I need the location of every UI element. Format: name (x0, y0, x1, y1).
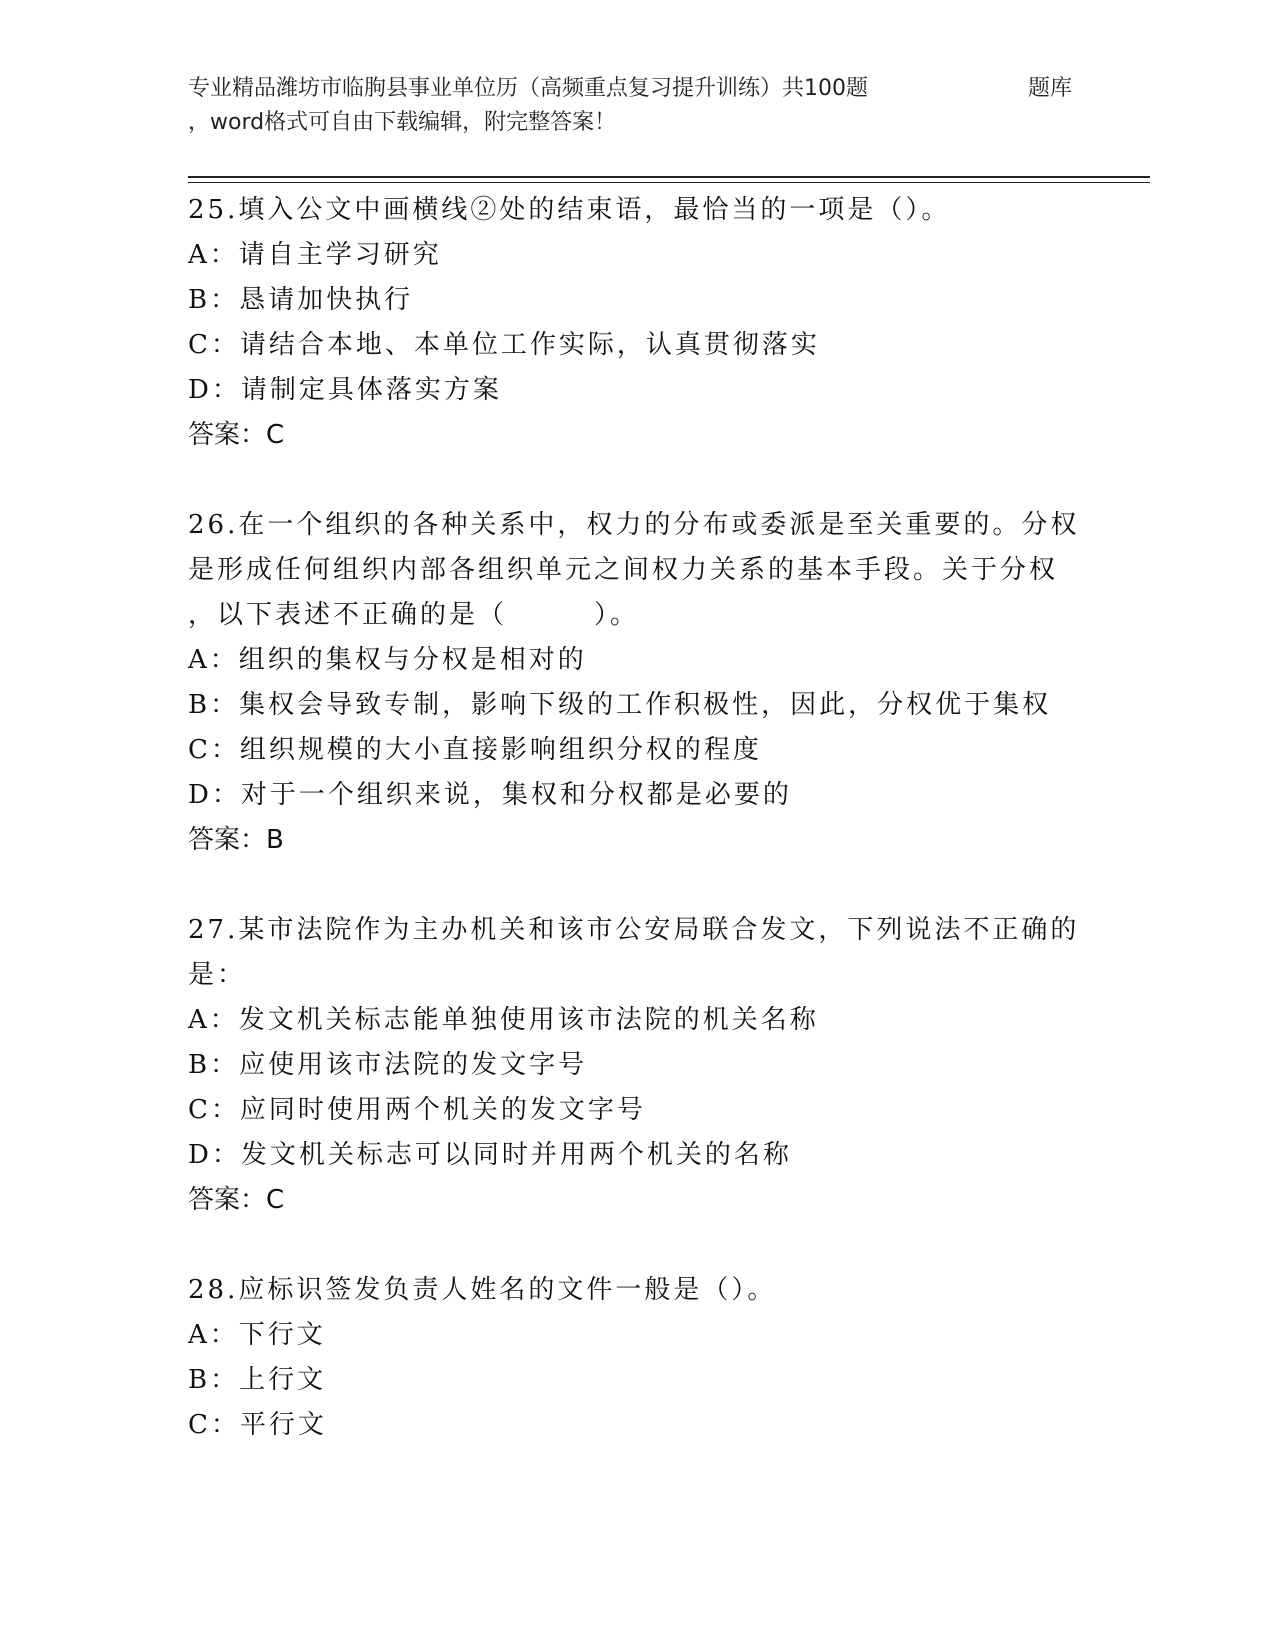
question-text: 是： (188, 960, 247, 990)
option-c: C：平行文 (188, 1410, 327, 1440)
option-b: B：集权会导致专制，影响下级的工作积极性，因此，分权优于集权 (188, 690, 1052, 720)
header-title-line (188, 72, 1148, 106)
question-text: 是形成任何组织内部各组织单元之间权力关系的基本手段。关于分权 (188, 555, 1059, 585)
question-list (188, 188, 1088, 1448)
question-text: 27.某市法院作为主办机关和该市公安局联合发文，下列说法不正确的 (188, 915, 1080, 945)
option-b: B：恳请加快执行 (188, 285, 414, 315)
header-divider-thick (188, 176, 1150, 178)
spacer (188, 458, 1088, 503)
option-b: B：应使用该市法院的发文字号 (188, 1050, 588, 1080)
header-subtitle: ，word格式可自由下载编辑，附完整答案！ (188, 110, 617, 135)
question-text: 26.在一个组织的各种关系中，权力的分布或委派是至关重要的。分权 (188, 510, 1080, 540)
spacer (188, 1223, 1088, 1268)
answer: 答案：C (188, 420, 285, 450)
header-title: 专业精品潍坊市临朐县事业单位历（高频重点复习提升训练）共100题 (188, 76, 868, 101)
option-c: C：应同时使用两个机关的发文字号 (188, 1095, 646, 1125)
option-a: A：下行文 (188, 1320, 326, 1350)
question-26 (188, 503, 1088, 863)
document-header (188, 72, 1148, 140)
question-text: 28.应标识签发负责人姓名的文件一般是（）。 (188, 1275, 777, 1305)
option-d: D：发文机关标志可以同时并用两个机关的名称 (188, 1140, 792, 1170)
option-c: C：组织规模的大小直接影响组织分权的程度 (188, 735, 762, 765)
option-b: B：上行文 (188, 1365, 327, 1395)
option-c: C：请结合本地、本单位工作实际，认真贯彻落实 (188, 330, 820, 360)
header-side-label: 题库 (1028, 76, 1073, 101)
spacer (188, 863, 1088, 908)
header-divider-thin (188, 182, 1150, 183)
question-25 (188, 188, 1088, 458)
answer: 答案：B (188, 825, 284, 855)
question-text: 25.填入公文中画横线②处的结束语，最恰当的一项是（）。 (188, 195, 951, 225)
option-a: A：组织的集权与分权是相对的 (188, 645, 587, 675)
option-a: A：请自主学习研究 (188, 240, 442, 270)
question-27 (188, 908, 1088, 1223)
answer: 答案：C (188, 1185, 285, 1215)
option-d: D：对于一个组织来说，集权和分权都是必要的 (188, 780, 792, 810)
question-28 (188, 1268, 1088, 1448)
option-d: D：请制定具体落实方案 (188, 375, 502, 405)
option-a: A：发文机关标志能单独使用该市法院的机关名称 (188, 1005, 819, 1035)
question-text: ，以下表述不正确的是（ ）。 (188, 600, 640, 630)
